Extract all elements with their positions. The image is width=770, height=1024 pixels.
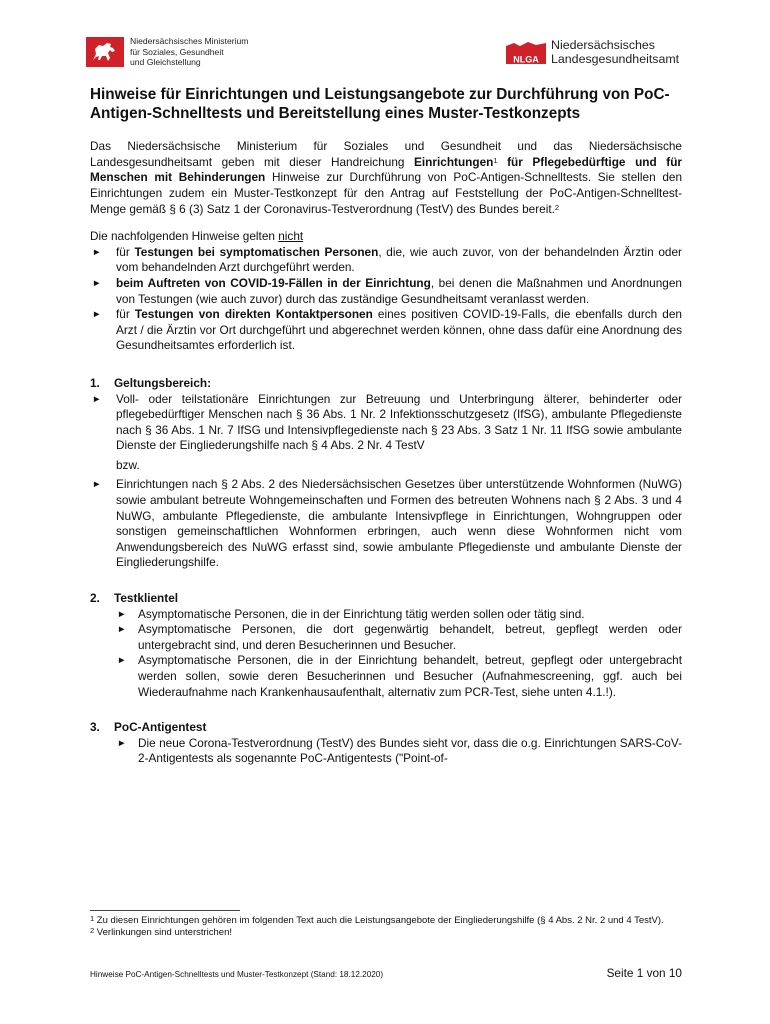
footnote-divider xyxy=(90,910,240,911)
section-number: 3. xyxy=(90,720,100,735)
nlga-logo xyxy=(506,38,679,66)
connector-text: bzw. xyxy=(116,457,140,472)
section-number: 2. xyxy=(90,591,100,606)
section-testklientel xyxy=(90,591,682,700)
list-item xyxy=(90,307,682,354)
text-run: Die neue Corona-Testverordnung (TestV) des Bundes sieht vor, dass die o.g. Einrichtungen SARS-CoV-2-Antigentests als sogenannte PoC-Antigentests ("Point-of- xyxy=(138,735,682,766)
bold-run: beim Auftreten von COVID-19-Fällen in der Einrichtung xyxy=(116,275,431,290)
text-run: eines positiven COVID-19-Falls, die ebenfalls durch den Arzt / die Ärztin vor Ort durchgeführt und abgerechnet werden können, ohne dass dafür eine Anordnung des Gesundheitsamtes erforderlich ist. xyxy=(116,307,682,353)
text-run: für xyxy=(116,307,135,322)
intro-paragraph xyxy=(90,139,682,217)
triangle-bullet-icon: ► xyxy=(92,479,102,491)
section-title: Testklientel xyxy=(114,591,179,606)
footer-document-info: Hinweise PoC-Antigen-Schnelltests und Muster-Testkonzept (Stand: 18.12.2020) xyxy=(90,970,384,979)
footnote-1 xyxy=(90,915,682,927)
page-number: Seite 1 von 10 xyxy=(606,966,682,980)
ministry-line: für Soziales, Gesundheit xyxy=(130,46,224,57)
triangle-bullet-icon: ► xyxy=(117,737,127,749)
bold-run: Einrichtungen xyxy=(414,154,494,169)
document-body xyxy=(90,86,682,767)
horse-emblem-icon xyxy=(86,37,124,67)
nlga-emblem-icon xyxy=(506,40,546,64)
section-number: 1. xyxy=(90,375,100,390)
nlga-badge-text: NLGA xyxy=(513,54,539,64)
list-item xyxy=(90,607,682,623)
triangle-bullet-icon: ► xyxy=(92,309,102,321)
nlga-badge xyxy=(506,40,546,64)
section-heading xyxy=(90,720,682,736)
bold-run: Testungen bei symptomatischen Personen xyxy=(134,244,379,259)
text-run: Voll- oder teilstationäre Einrichtungen zur Betreuung und Unterbringung älterer, behinderter oder pflegebedürftiger Menschen nach § 36 Abs. 1 Nr. 2 Infektionsschutzgesetz (IfSG), ambulante Pflegedienste nach § 36 Abs. 1 Nr. 7 IfSG und Intensivpflegedienste nach § 23 Abs. 3 Satz 1 Nr. 11 IfSG sowie ambulante Dienste der Eingliederungshilfe nach § 4 Abs. 2 Nr. 4 TestV xyxy=(116,391,682,453)
exclusion-lead xyxy=(90,229,682,245)
text-run: , bei denen die Maßnahmen und Anordnungen von Testungen (wie auch zuvor) durch das zuständige Gesundheitsamt veranlasst werden. xyxy=(116,275,682,306)
text-run: Die nachfolgenden Hinweise gelten xyxy=(90,229,279,244)
page-footer xyxy=(90,966,682,980)
footnote-number: 1 xyxy=(90,914,95,923)
triangle-bullet-icon: ► xyxy=(92,246,102,258)
footnote-2 xyxy=(90,927,682,939)
exclusion-list xyxy=(90,229,682,354)
section-geltungsbereich xyxy=(90,376,682,571)
list-item xyxy=(90,736,682,767)
triangle-bullet-icon: ► xyxy=(117,608,127,620)
ministry-line: Niedersächsisches Ministerium xyxy=(130,36,249,46)
list-item xyxy=(90,622,682,653)
triangle-bullet-icon: ► xyxy=(117,624,127,636)
text-run: Asymptomatische Personen, die dort gegenwärtig behandelt, betreut, gepflegt werden oder untergebracht sind, und deren Besucherinnen und Besucher. xyxy=(138,622,682,652)
section-heading xyxy=(90,591,682,607)
document-title: Hinweise für Einrichtungen und Leistungsangebote zur Durchführung von PoC-Antigen-Schnelltests und Bereitstellung eines Muster-Testkonzepts xyxy=(90,86,670,122)
section-title: Geltungsbereich: xyxy=(114,375,212,390)
nlga-line: Niedersächsisches xyxy=(551,38,655,52)
list-item xyxy=(90,392,682,454)
bold-run: für Pflegebedürftige und für Menschen mit Behinderungen xyxy=(90,154,682,185)
footnote-ref[interactable]: 1 xyxy=(493,155,498,165)
nlga-line: Landesgesundheitsamt xyxy=(551,52,680,66)
bold-run: Testungen von direkten Kontaktpersonen xyxy=(134,307,373,322)
text-run: Asymptomatische Personen, die in der Einrichtung tätig werden sollen oder tätig sind. xyxy=(138,606,585,621)
list-item xyxy=(90,245,682,276)
text-run: Das Niedersächsische Ministerium für Soziales und Gesundheit und das Niedersächsische Landesgesundheitsamt geben mit dieser Handreichung xyxy=(90,139,682,169)
footnote-number: 2 xyxy=(90,926,95,936)
underlined-run: nicht xyxy=(278,229,304,244)
text-run: für xyxy=(116,244,135,259)
text-run: , die, wie auch zuvor, von der behandelnden Ärztin oder vom behandelnden Arzt durchgeführt werden. xyxy=(116,244,682,275)
list-item xyxy=(90,477,682,571)
text-run: Hinweise zur Durchführung von PoC-Antigen-Schnelltests. Sie stellen den Einrichtungen zudem ein Muster-Testkonzept für den Antrag auf Feststellung der PoC-Antigen-Schnelltest-Menge gemäß § 6 (3) Satz 1 der Coronavirus-Testverordnung (TestV) des Bundes bereit. xyxy=(90,170,683,216)
section-poc-antigentest xyxy=(90,720,682,767)
text-run: Asymptomatische Personen, die in der Einrichtung behandelt, betreut, gepflegt oder untergebracht werden sollen, sowie deren Besucherinnen und Besucher (Aufnahmescreening, ggf. auch bei Wiederaufnahme nach Krankenhausaufenthalt, alternativ zum PCR-Test, siehe unten 4.1.!). xyxy=(138,653,682,699)
ministry-name xyxy=(130,36,248,68)
list-item xyxy=(90,276,682,307)
section-title: PoC-Antigentest xyxy=(114,720,207,735)
section-heading xyxy=(90,376,682,392)
triangle-bullet-icon: ► xyxy=(92,277,102,289)
text-run: Einrichtungen nach § 2 Abs. 2 des Niedersächsischen Gesetzes über unterstützende Wohnformen (NuWG) sowie ambulant betreute Wohngemeinschaften und Formen des betreuten Wohnens nach § 2 Abs. 3 und 4 NuWG, ambulante Pflegedienste, die ambulante Intensivpflege in Einrichtungen, Wohngruppen oder sonstigen gemeinschaftlichen Wohnformen erbringen, auch wenn diese Wohnformen nicht vom Anwendungsbereich des NuWG erfasst sind, sowie ambulante Pflegedienste und ambulante Dienste der Eingliederungshilfe. xyxy=(116,477,682,570)
ministry-line: und Gleichstellung xyxy=(130,57,201,68)
ministry-logo xyxy=(86,36,248,68)
triangle-bullet-icon: ► xyxy=(117,655,127,667)
footnote-ref[interactable]: 2 xyxy=(554,202,560,212)
footnotes xyxy=(90,915,682,939)
nlga-name xyxy=(551,38,679,66)
triangle-bullet-icon: ► xyxy=(92,393,102,405)
footnote-text: Verlinkungen sind unterstrichen! xyxy=(94,927,233,939)
footnote-text: Zu diesen Einrichtungen gehören im folgenden Text auch die Leistungsangebote der Eingliederungshilfe (§ 4 Abs. 2 Nr. 2 und 4 TestV). xyxy=(94,915,664,926)
list-item xyxy=(90,653,682,700)
